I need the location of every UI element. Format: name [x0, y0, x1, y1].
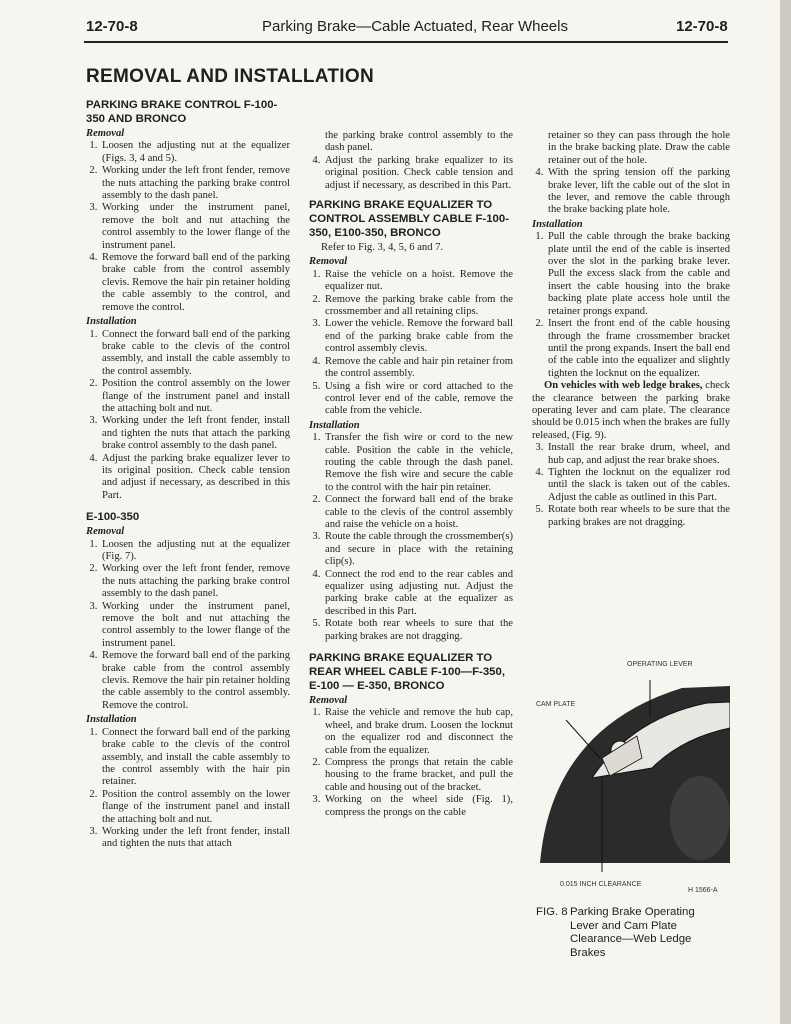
page-number-left: 12-70-8	[86, 18, 138, 35]
step: 2. Position the control assembly on the lower flange of the instrument panel and install the attaching bolt and nut.	[100, 789, 290, 826]
step: 3. Working under the left front fender, install and tighten the nuts that attach the parking brake control assembly to the dash panel.	[100, 415, 290, 452]
step: 4. With the spring tension off the parking brake lever, lift the cable out of the slot in the lever, and remove the cable through the brake backing plate hole.	[546, 167, 730, 217]
step: 1. Transfer the fish wire or cord to the new cable. Position the cable in the vehicle, routing the cable through the dash panel. Remove the fish wire and secure the cable to the control with the hair pin retainer.	[323, 432, 513, 494]
step: 1. Raise the vehicle on a hoist. Remove the equalizer nut.	[323, 269, 513, 294]
step: 4. Remove the cable and hair pin retainer from the control assembly.	[323, 356, 513, 381]
step: 5. Rotate both rear wheels to sure that the parking brakes are not dragging.	[323, 618, 513, 643]
removal-label: Removal	[86, 128, 125, 139]
step: 4. Adjust the parking brake equalizer to its original position. Check cable tension and adjust if necessary, as described in this Part.	[323, 155, 513, 192]
installation-label: Installation	[532, 218, 583, 230]
step: 4. Connect the rod end to the rear cables and equalizer using adjusting nut. Adjust the parking brake cable at the equalizer as described in this Part.	[323, 569, 513, 619]
step: 1. Raise the vehicle and remove the hub cap, wheel, and brake drum. Loosen the locknut on the equalizer rod and disconnect the cable from the equalizer.	[323, 707, 513, 757]
step: 1. Pull the cable through the brake backing plate until the end of the cable is inserted over the slot in the parking brake lever. Pull the excess slack from the cable and insert the cable housing into the brake backing plate plate access hole until the retainer prongs expand.	[546, 231, 730, 318]
step: 2. Connect the forward ball end of the brake cable to the clevis of the control assembly and raise the vehicle on a hoist.	[323, 494, 513, 531]
removal-label: Removal	[309, 695, 348, 707]
page-number-right: 12-70-8	[676, 18, 728, 35]
figure-code: H 1566-A	[688, 887, 718, 894]
brake-hub	[670, 776, 730, 860]
continued-text: the parking brake control assembly to the dash panel.	[325, 130, 513, 154]
step: 2. Position the control assembly on the lower flange of the instrument panel and install the attaching bolt and nut.	[100, 378, 290, 415]
step: 1. Loosen the adjusting nut at the equalizer (Figs. 3, 4 and 5).	[100, 140, 290, 165]
step: 3. Route the cable through the crossmember(s) and secure in place with the retaining clip(s).	[323, 531, 513, 568]
header-rule	[84, 41, 728, 43]
removal-steps	[309, 269, 513, 418]
column-2	[309, 130, 513, 819]
figure-caption	[536, 906, 732, 960]
column-1	[86, 94, 290, 851]
web-ledge-note-text: check the clearance between the parking brake operating lever and cam plate. The clearance should be 0.015 inch when the brakes are fully released, (Fig. 9).	[532, 380, 730, 441]
step: 2. Insert the front end of the cable housing through the frame crossmember bracket until the prong expands. Insert the ball end of the cable into the equalizer and slightly tighten the locknut on the equalizer.	[546, 318, 730, 380]
step: 4. Remove the forward ball end of the parking brake cable from the control assembly clevis. Remove the hair pin retainer holding the cable assembly to the control, and remove the control.	[100, 252, 290, 314]
brake-lever-illustration	[532, 658, 730, 898]
step: 5. Using a fish wire or cord attached to the control lever end of the cable, remove the cable from the vehicle.	[323, 381, 513, 418]
column-3	[532, 130, 730, 529]
continued-step	[309, 155, 513, 192]
step: 4. Tighten the locknut on the equalizer rod until the slack is taken out of the cables. Adjust the cable as outlined in this Part.	[546, 467, 730, 504]
step: 2. Remove the parking brake cable from the crossmember and all retaining clips.	[323, 294, 513, 319]
step: 5. Rotate both rear wheels to be sure that the parking brakes are not dragging.	[546, 504, 730, 529]
installation-label: Installation	[309, 419, 360, 431]
web-ledge-note	[532, 380, 730, 442]
label-cam-plate: CAM PLATE	[536, 701, 576, 708]
figure-caption-text: Parking Brake Operating Lever and Cam Plate Clearance—Web Ledge Brakes	[570, 906, 695, 959]
step: 2. Compress the prongs that retain the cable housing to the frame bracket, and pull the cable and housing out of the bracket.	[323, 757, 513, 794]
step: 3. Working under the instrument panel, remove the bolt and nut attaching the control assembly to the lower flange of the instrument panel.	[100, 202, 290, 252]
installation-label: Installation	[86, 316, 137, 328]
web-ledge-note-bold: On vehicles with web ledge brakes,	[544, 380, 703, 392]
step: 1. Loosen the adjusting nut at the equalizer (Fig. 7).	[100, 539, 290, 564]
step: 2. Working over the left front fender, remove the nuts attaching the parking brake control assembly to the dash panel.	[100, 563, 290, 600]
removal-steps	[309, 707, 513, 819]
page-edge	[780, 0, 791, 1024]
continued-text: retainer so they can pass through the hole in the brake backing plate. Draw the cable retainer out of the hole.	[548, 130, 730, 166]
figure-8	[532, 658, 730, 898]
removal-label: Removal	[309, 256, 348, 268]
step: 1. Connect the forward ball end of the parking brake cable to the clevis of the control assembly, and install the cable assembly to the control assembly with the hair pin retainer.	[100, 727, 290, 789]
step: 3. Install the rear brake drum, wheel, and hub cap, and adjust the rear brake shoes.	[546, 442, 730, 467]
subsection-heading: E-100-350	[86, 511, 140, 524]
installation-label: Installation	[86, 714, 137, 726]
subsection-heading: PARKING BRAKE CONTROL F-100-350 AND BRONCO	[86, 99, 278, 125]
installation-steps	[86, 727, 290, 851]
installation-steps	[86, 329, 290, 503]
step: 3. Lower the vehicle. Remove the forward ball end of the parking brake cable from the control assembly clevis.	[323, 318, 513, 355]
installation-steps	[309, 432, 513, 643]
removal-label: Removal	[86, 526, 125, 538]
installation-steps	[532, 442, 730, 529]
step: 3. Working on the wheel side (Fig. 1), compress the prongs on the cable	[323, 794, 513, 819]
figure-number: FIG. 8	[536, 906, 568, 918]
removal-steps	[86, 539, 290, 713]
continued-step	[532, 167, 730, 217]
section-title: REMOVAL AND INSTALLATION	[86, 66, 374, 87]
step: 4. Adjust the parking brake equalizer lever to its original position. Check cable tension and adjust if necessary, as described in this Part.	[100, 453, 290, 503]
step: 3. Working under the instrument panel, remove the bolt and nut attaching the control assembly to the lower flange of the instrument panel.	[100, 601, 290, 651]
subsection-heading: PARKING BRAKE EQUALIZER TO REAR WHEEL CABLE F-100—F-350, E-100 — E-350, BRONCO	[309, 652, 505, 693]
label-operating-lever: OPERATING LEVER	[627, 661, 693, 668]
installation-steps	[532, 231, 730, 380]
step: 2. Working under the left front fender, remove the nuts attaching the parking brake control assembly to the dash panel.	[100, 165, 290, 202]
subsection-heading: PARKING BRAKE EQUALIZER TO CONTROL ASSEMBLY CABLE F-100-350, E100-350, BRONCO	[309, 199, 509, 240]
removal-steps	[86, 140, 290, 314]
step: 1. Connect the forward ball end of the parking brake cable to the clevis of the control assembly, and install the cable assembly to the control assembly.	[100, 329, 290, 379]
reference-text: Refer to Fig. 3, 4, 5, 6 and 7.	[321, 242, 444, 254]
running-header: Parking Brake—Cable Actuated, Rear Wheels	[262, 18, 568, 35]
step: 4. Remove the forward ball end of the parking brake cable from the control assembly clevis. Remove the hair pin retainer holding the cable assembly to the control assembly. Remove the control.	[100, 650, 290, 712]
step: 3. Working under the left front fender, install and tighten the nuts that attach	[100, 826, 290, 851]
label-clearance: 0.015 INCH CLEARANCE	[560, 881, 642, 888]
